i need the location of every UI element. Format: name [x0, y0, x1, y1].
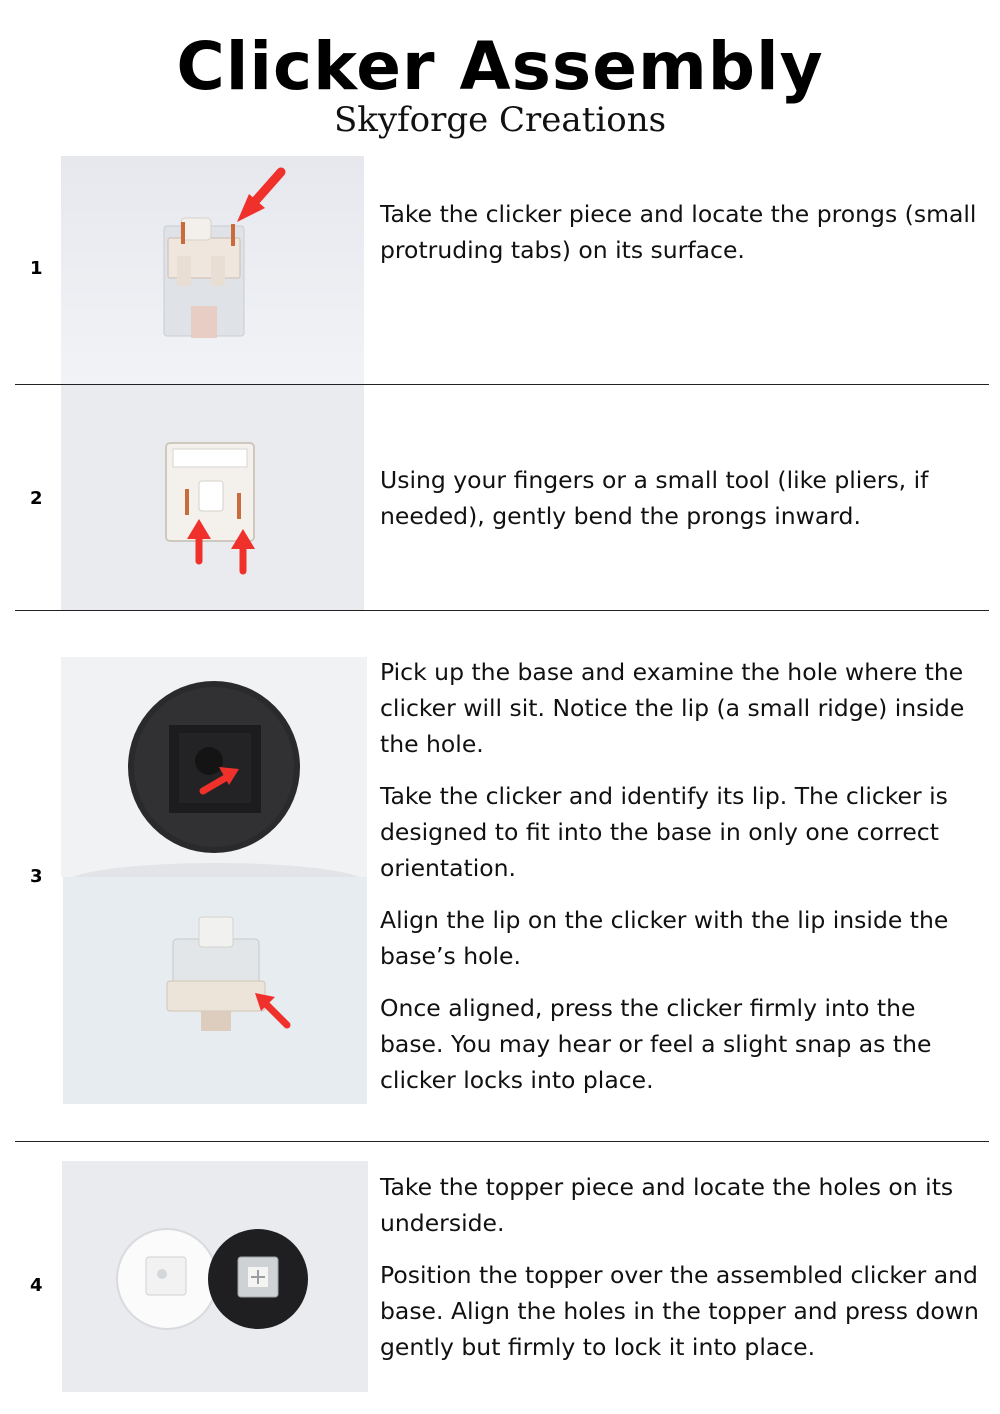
- step-3-photo-clicker: [63, 877, 367, 1104]
- page-subtitle: Skyforge Creations: [333, 100, 667, 140]
- step-4-photo: [62, 1161, 368, 1392]
- page-title: Clicker Assembly: [176, 28, 824, 105]
- instruction-text: Take the topper piece and locate the holes on its underside.: [380, 1173, 954, 1237]
- step-3-photo-base: [61, 657, 367, 877]
- instruction-text: Take the clicker and identify its lip. The clicker is designed to fit into the base in only one correct orientation.: [380, 782, 948, 882]
- step-divider: [15, 610, 989, 611]
- step-divider: [15, 1141, 989, 1142]
- instruction-text: Position the topper over the assembled clicker and base. Align the holes in the topper and press down gently but firmly to lock it into place.: [380, 1261, 979, 1361]
- instruction-text: Align the lip on the clicker with the lip inside the base’s hole.: [380, 906, 949, 970]
- step-1-photo: [61, 156, 364, 384]
- instruction-text: Using your fingers or a small tool (like pliers, if needed), gently bend the prongs inward.: [380, 466, 929, 530]
- instruction-text: Once aligned, press the clicker firmly into the base. You may hear or feel a slight snap as the clicker locks into place.: [380, 994, 932, 1094]
- instruction-text: Pick up the base and examine the hole where the clicker will sit. Notice the lip (a small ridge) inside the hole.: [380, 658, 965, 758]
- step-2-number: 2: [30, 488, 43, 509]
- step-1-number: 1: [30, 258, 43, 279]
- step-2-photo: [61, 385, 364, 610]
- step-4-number: 4: [30, 1275, 43, 1296]
- step-3-number: 3: [30, 866, 43, 887]
- instruction-text: Take the clicker piece and locate the prongs (small protruding tabs) on its surface.: [380, 200, 977, 264]
